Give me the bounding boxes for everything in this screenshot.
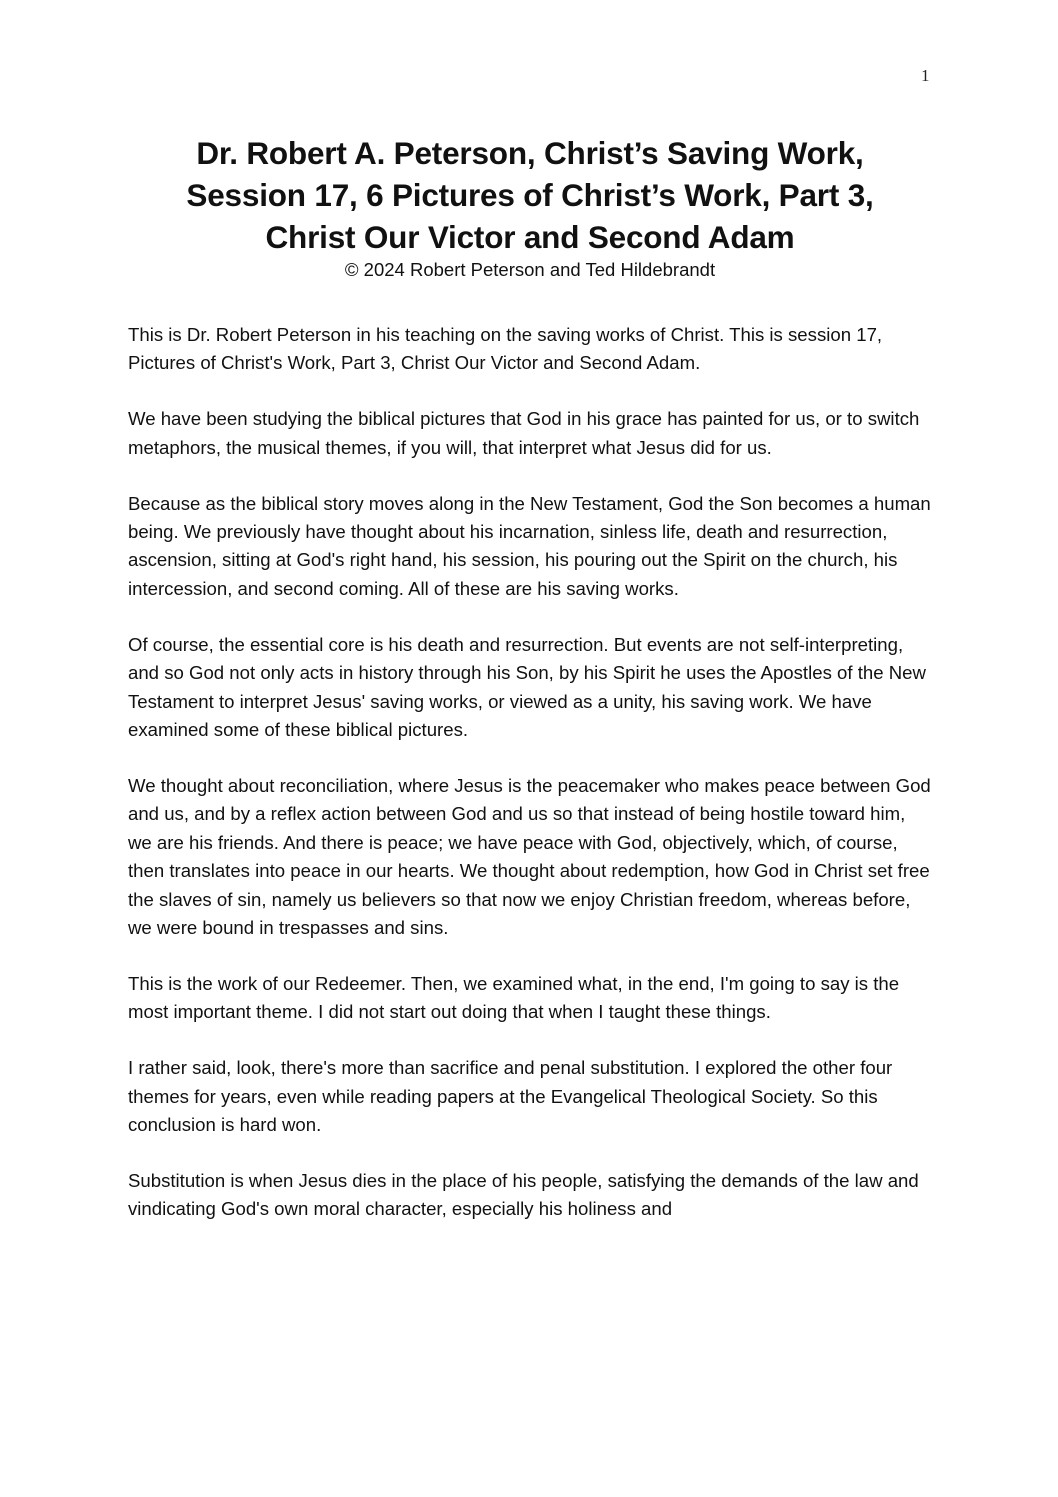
paragraph-3: Because as the biblical story moves along in the New Testament, God the Son becomes a human being. We previously have thought about his incarnation, sinless life, death and resurrection, ascension, sitting at God's right hand, his session, his pouring out the Spirit on the church, his intercession, and second coming. All of these are his saving works.: [128, 492, 931, 599]
paragraph-4: Of course, the essential core is his death and resurrection. But events are not self-interpreting, and so God not only acts in history through his Son, by his Spirit he uses the Apostles of the New Testament to interpret Jesus' saving works, or viewed as a unity, his saving work. We have examined some of these biblical pictures.: [128, 633, 926, 740]
title-line-1: Dr. Robert A. Peterson, Christ’s Saving Work,: [196, 135, 864, 171]
paragraph-5: We thought about reconciliation, where Jesus is the peacemaker who makes peace between God and us, and by a reflex action between God and us so that instead of being hostile toward him, we are his friends. And there is peace; we have peace with God, objectively, which, of course, then translates into peace in our hearts. We thought about redemption, how God in Christ set free the slaves of sin, namely us believers so that now we enjoy Christian freedom, whereas before, we were bound in trespasses and sins.: [128, 774, 931, 938]
title-line-2: Session 17, 6 Pictures of Christ’s Work, Part 3,: [186, 177, 874, 213]
paragraph-7: I rather said, look, there's more than sacrifice and penal substitution. I explored the other four themes for years, even while reading papers at the Evangelical Theological Society. So this conclusion is hard won.: [128, 1057, 893, 1135]
paragraph-2: We have been studying the biblical pictures that God in his grace has painted for us, or to switch metaphors, the musical themes, if you will, that interpret what Jesus did for us.: [128, 408, 920, 458]
title-line-3: Christ Our Victor and Second Adam: [265, 219, 795, 255]
page-number: 1: [921, 66, 930, 85]
copyright-line: © 2024 Robert Peterson and Ted Hildebrandt: [344, 259, 716, 280]
document-header: [110, 132, 950, 282]
paragraph-6: This is the work of our Redeemer. Then, we examined what, in the end, I'm going to say is the most important theme. I did not start out doing that when I taught these things.: [128, 972, 900, 1023]
paragraph-1: This is Dr. Robert Peterson in his teaching on the saving works of Christ. This is session 17, Pictures of Christ's Work, Part 3, Christ Our Victor and Second Adam.: [128, 324, 883, 374]
paragraph-8: Substitution is when Jesus dies in the place of his people, satisfying the demands of the law and vindicating God's own moral character, especially his holiness and: [128, 1169, 919, 1220]
document-body: [128, 321, 933, 1251]
